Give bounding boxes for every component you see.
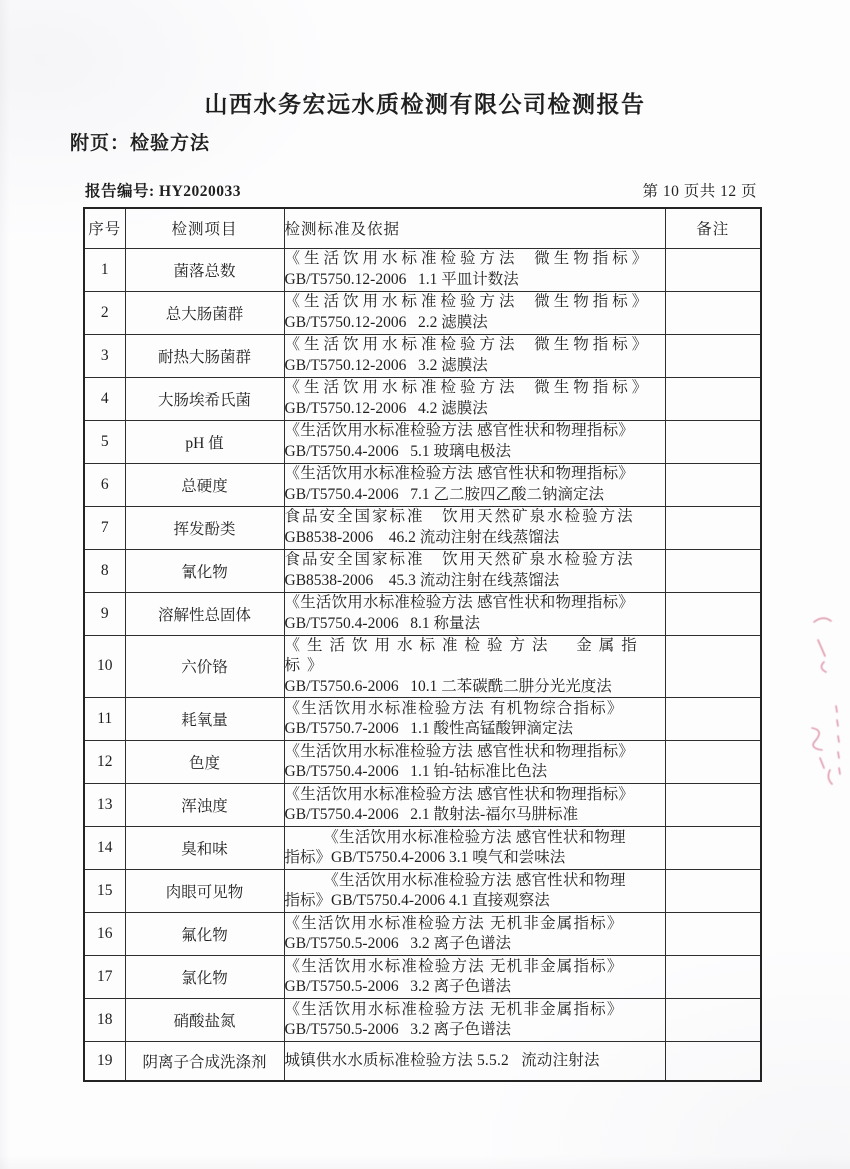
standard-line2: GB/T5750.5-2006 3.2 离子色谱法: [284, 978, 511, 995]
test-item: 色度: [125, 741, 284, 784]
standard-line2: GB8538-2006 45.3 流动注射在线蒸馏法: [284, 571, 560, 589]
standard-basis: [284, 377, 665, 420]
row-index: 16: [84, 913, 125, 956]
standard-line2: 指标》GB/T5750.4-2006 4.1 直接观察法: [284, 892, 550, 909]
standard-basis: [284, 463, 665, 506]
standard-line2: GB/T5750.12-2006 3.2 滤膜法: [284, 356, 488, 374]
standard-line2: GB/T5750.4-2006 2.1 散射法-福尔马肼标准: [284, 806, 579, 823]
table-row: [84, 1042, 761, 1081]
row-index: 8: [84, 549, 125, 592]
standard-line2: GB/T5750.12-2006 4.2 滤膜法: [284, 399, 488, 417]
standard-line2: GB8538-2006 46.2 流动注射在线蒸馏法: [284, 528, 560, 546]
standard-line1: 《生活饮用水标准检验方法 微生物指标》: [284, 293, 652, 310]
report-number: 报告编号: HY2020033: [85, 183, 242, 200]
table-row: [84, 549, 761, 592]
remark-cell: [665, 463, 761, 506]
test-item: 挥发酚类: [125, 506, 284, 549]
row-index: 9: [84, 592, 125, 635]
table-row: [84, 635, 761, 698]
remark-cell: [665, 506, 761, 549]
standard-line1: 《生活饮用水标准检验方法 感官性状和物理: [323, 871, 626, 889]
standard-line1: 《生活饮用水标准检验方法 有机物综合指标》: [284, 699, 624, 717]
row-index: 13: [84, 784, 125, 827]
standard-basis: [284, 956, 665, 999]
standard-line2: GB/T5750.5-2006 3.2 离子色谱法: [284, 935, 511, 952]
table-row: [84, 506, 761, 549]
row-index: 3: [84, 334, 125, 377]
test-item: 六价铬: [125, 635, 284, 698]
row-index: 18: [84, 999, 125, 1042]
test-item: 硝酸盐氮: [125, 999, 284, 1042]
table-row: [84, 248, 761, 291]
table-row: [84, 956, 761, 999]
remark-cell: [665, 420, 761, 463]
standard-line2: GB/T5750.6-2006 10.1 二苯碳酰二肼分光光度法: [284, 677, 612, 695]
standard-basis: [284, 334, 665, 377]
standard-basis: [284, 549, 665, 592]
standard-line2: GB/T5750.4-2006 1.1 铂-钴标准比色法: [284, 763, 548, 780]
standard-basis: [284, 592, 665, 635]
remark-cell: [665, 870, 761, 913]
standard-basis: [284, 870, 665, 913]
row-index: 19: [84, 1042, 125, 1081]
test-item: 氯化物: [125, 956, 284, 999]
standard-line1: 《生活饮用水标准检验方法 金属指标》: [284, 636, 644, 674]
standard-line1: 城镇供水水质标准检验方法 5.5.2 流动注射法: [284, 1051, 600, 1069]
test-item: 阴离子合成洗涤剂: [125, 1042, 284, 1081]
test-item: 耐热大肠菌群: [125, 334, 284, 377]
remark-cell: [665, 827, 761, 870]
row-index: 17: [84, 956, 125, 999]
row-index: 1: [84, 248, 125, 291]
table-row: [84, 592, 761, 635]
table-row: [84, 291, 761, 334]
standard-basis: [284, 827, 665, 870]
table-row: [84, 377, 761, 420]
row-index: 7: [84, 506, 125, 549]
test-item: 耗氧量: [125, 698, 284, 741]
page-indicator: 第 10 页共 12 页: [642, 183, 757, 200]
header-seq-no: 序号: [84, 208, 125, 248]
test-methods-table: [83, 207, 762, 1082]
standard-line1: 《生活饮用水标准检验方法 感官性状和物理指标》: [284, 465, 634, 482]
standard-line1: 食品安全国家标准 饮用天然矿泉水检验方法: [284, 551, 635, 568]
standard-basis: [284, 741, 665, 784]
page-title: 山西水务宏远水质检测有限公司检测报告: [204, 92, 646, 117]
table-row: [84, 741, 761, 784]
table-row: [84, 827, 761, 870]
standard-line1: 《生活饮用水标准检验方法 感官性状和物理指标》: [284, 785, 634, 803]
row-index: 15: [84, 870, 125, 913]
remark-cell: [665, 913, 761, 956]
standard-basis: [284, 635, 665, 698]
standard-line2: GB/T5750.4-2006 7.1 乙二胺四乙酸二钠滴定法: [284, 485, 604, 503]
test-item: 氟化物: [125, 913, 284, 956]
test-item: pH 值: [125, 420, 284, 463]
test-item: 总硬度: [125, 463, 284, 506]
remark-cell: [665, 377, 761, 420]
standard-basis: [284, 1042, 665, 1081]
remark-cell: [665, 956, 761, 999]
remark-cell: [665, 698, 761, 741]
standard-basis: [284, 999, 665, 1042]
standard-basis: [284, 506, 665, 549]
test-item: 氰化物: [125, 549, 284, 592]
remark-cell: [665, 248, 761, 291]
remark-cell: [665, 1042, 761, 1081]
remark-cell: [665, 334, 761, 377]
standard-line1: 《生活饮用水标准检验方法 微生物指标》: [284, 250, 652, 267]
test-item: 肉眼可见物: [125, 870, 284, 913]
standard-basis: [284, 291, 665, 334]
row-index: 6: [84, 463, 125, 506]
standard-basis: [284, 420, 665, 463]
remark-cell: [665, 741, 761, 784]
header-remark: 备注: [665, 208, 761, 248]
test-item: 溶解性总固体: [125, 592, 284, 635]
standard-line1: 《生活饮用水标准检验方法 无机非金属指标》: [284, 914, 624, 932]
row-index: 2: [84, 291, 125, 334]
remark-cell: [665, 549, 761, 592]
standard-line2: GB/T5750.5-2006 3.2 离子色谱法: [284, 1021, 511, 1038]
remark-cell: [665, 999, 761, 1042]
standard-line1: 《生活饮用水标准检验方法 感官性状和物理指标》: [284, 422, 634, 439]
table-row: [84, 870, 761, 913]
row-index: 5: [84, 420, 125, 463]
table-row: [84, 698, 761, 741]
table-row: [84, 784, 761, 827]
ink-bleed-artifact: [800, 610, 844, 800]
remark-cell: [665, 592, 761, 635]
table-row: [84, 913, 761, 956]
test-item: 臭和味: [125, 827, 284, 870]
remark-cell: [665, 291, 761, 334]
standard-line1: 《生活饮用水标准检验方法 微生物指标》: [284, 336, 652, 353]
remark-cell: [665, 784, 761, 827]
standard-line1: 《生活饮用水标准检验方法 感官性状和物理: [323, 828, 626, 846]
standard-line1: 《生活饮用水标准检验方法 无机非金属指标》: [284, 1000, 624, 1018]
test-item: 总大肠菌群: [125, 291, 284, 334]
row-index: 11: [84, 698, 125, 741]
standard-basis: [284, 248, 665, 291]
table-header-row: [84, 208, 761, 248]
standard-line2: GB/T5750.4-2006 8.1 称量法: [284, 614, 480, 632]
row-index: 4: [84, 377, 125, 420]
standard-line2: 指标》GB/T5750.4-2006 3.1 嗅气和尝味法: [284, 849, 566, 866]
remark-cell: [665, 635, 761, 698]
standard-basis: [284, 784, 665, 827]
standard-line2: GB/T5750.12-2006 1.1 平皿计数法: [284, 270, 519, 288]
table-row: [84, 420, 761, 463]
standard-line1: 《生活饮用水标准检验方法 无机非金属指标》: [284, 957, 624, 975]
header-test-item: 检测项目: [125, 208, 284, 248]
test-item: 浑浊度: [125, 784, 284, 827]
appendix-subtitle: 附页：检验方法: [70, 133, 211, 154]
table-row: [84, 463, 761, 506]
standard-basis: [284, 698, 665, 741]
table-row: [84, 334, 761, 377]
standard-line2: GB/T5750.4-2006 5.1 玻璃电极法: [284, 442, 511, 460]
standard-line1: 《生活饮用水标准检验方法 感官性状和物理指标》: [284, 742, 634, 760]
table-row: [84, 999, 761, 1042]
row-index: 12: [84, 741, 125, 784]
header-standard-basis: 检测标准及依据: [284, 208, 665, 248]
test-item: 菌落总数: [125, 248, 284, 291]
standard-line1: 《生活饮用水标准检验方法 感官性状和物理指标》: [284, 594, 634, 611]
standard-line1: 《生活饮用水标准检验方法 微生物指标》: [284, 379, 652, 396]
row-index: 10: [84, 635, 125, 698]
standard-line2: GB/T5750.7-2006 1.1 酸性高锰酸钾滴定法: [284, 720, 573, 737]
row-index: 14: [84, 827, 125, 870]
standard-line1: 食品安全国家标准 饮用天然矿泉水检验方法: [284, 508, 635, 525]
standard-line2: GB/T5750.12-2006 2.2 滤膜法: [284, 313, 488, 331]
standard-basis: [284, 913, 665, 956]
test-item: 大肠埃希氏菌: [125, 377, 284, 420]
